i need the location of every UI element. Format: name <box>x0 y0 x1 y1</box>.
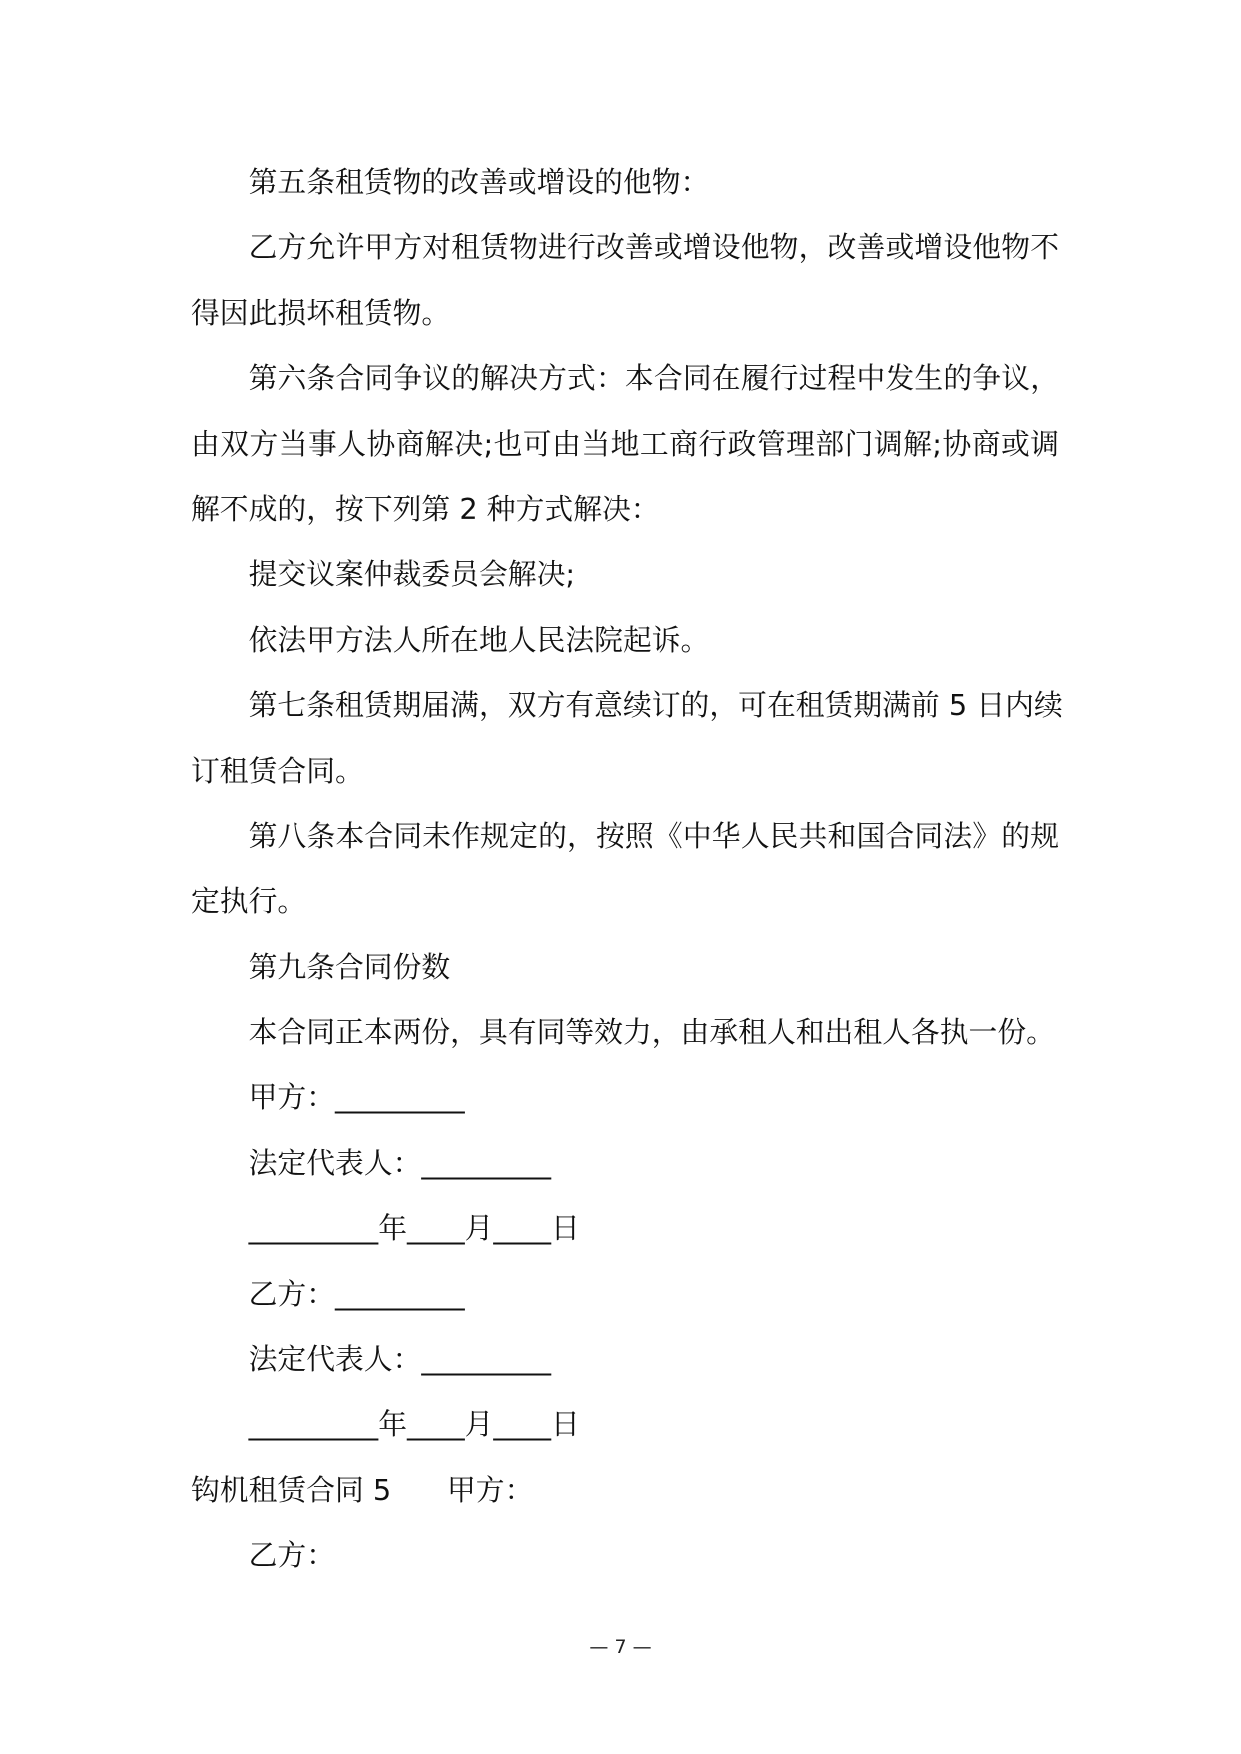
party-a-date-line <box>191 1196 1059 1261</box>
paragraph-line: 第五条租赁物的改善或增设的他物： <box>248 165 710 199</box>
paragraph-line: 得因此损坏租赁物。 <box>191 295 451 330</box>
party-a-blank: _________ <box>335 1080 465 1115</box>
party-b-date-line <box>191 1392 1059 1457</box>
party-a-representative-line <box>191 1131 1059 1196</box>
day-label: 日 <box>551 1407 580 1442</box>
day-blank: ____ <box>493 1407 551 1442</box>
party-b-representative-label: 法定代表人： <box>248 1342 422 1377</box>
dispute-option-court <box>191 608 1059 673</box>
article-5-body <box>191 215 1059 346</box>
next-contract-header <box>191 1458 1059 1589</box>
paragraph-line: 定执行。 <box>191 884 307 919</box>
article-5-title <box>191 150 1059 215</box>
next-contract-party-b-label: 乙方： <box>248 1538 335 1573</box>
year-label: 年 <box>378 1211 407 1246</box>
day-label: 日 <box>551 1211 580 1246</box>
year-blank: _________ <box>248 1211 379 1246</box>
month-blank: ____ <box>407 1407 465 1442</box>
article-9-title <box>191 935 1059 1000</box>
party-a-label: 甲方： <box>248 1080 335 1115</box>
paragraph-line: 依法甲方法人所在地人民法院起诉。 <box>248 622 710 657</box>
article-6-body <box>191 346 1059 542</box>
document-body <box>191 150 1063 1589</box>
party-a-representative-label: 法定代表人： <box>248 1145 422 1180</box>
paragraph-line: 本合同正本两份，具有同等效力，由承租人和出租人各执一份。 <box>248 1015 1055 1050</box>
paragraph-line: 乙方允许甲方对租赁物进行改善或增设他物，改善或增设他物不 <box>248 230 1059 265</box>
paragraph-line: 解不成的，按下列第 2 种方式解决： <box>191 491 660 526</box>
day-blank: ____ <box>493 1211 551 1246</box>
party-a-signature-line <box>191 1065 1059 1130</box>
party-b-blank: _________ <box>335 1276 465 1311</box>
article-9-body <box>191 1000 1059 1065</box>
party-b-label: 乙方： <box>248 1276 335 1311</box>
paragraph-line: 提交议案仲裁委员会解决; <box>248 557 576 592</box>
party-b-signature-line <box>191 1262 1059 1327</box>
signature-block <box>191 1065 1059 1457</box>
party-b-representative-line <box>191 1327 1059 1392</box>
year-blank: _________ <box>248 1407 379 1442</box>
year-label: 年 <box>378 1407 407 1442</box>
page-number: — 7 — <box>589 1636 652 1658</box>
month-label: 月 <box>464 1211 494 1246</box>
month-blank: ____ <box>407 1211 465 1246</box>
paragraph-line: 第九条合同份数 <box>248 949 451 984</box>
next-contract-party-b-line <box>191 1523 1059 1588</box>
next-contract-party-a-label: 甲方： <box>447 1472 534 1507</box>
paragraph-line: 第六条合同争议的解决方式：本合同在履行过程中发生的争议， <box>248 361 1059 396</box>
party-b-representative-blank: _________ <box>421 1342 551 1377</box>
paragraph-line: 订租赁合同。 <box>191 753 364 788</box>
party-a-representative-blank: _________ <box>421 1145 551 1180</box>
month-label: 月 <box>464 1407 494 1442</box>
paragraph-line: 由双方当事人协商解决;也可由当地工商行政管理部门调解;协商或调 <box>191 426 1059 461</box>
article-7-body <box>191 673 1063 804</box>
next-contract-title: 钩机租赁合同 5 <box>191 1472 392 1507</box>
paragraph-line: 第八条本合同未作规定的，按照《中华人民共和国合同法》的规 <box>248 818 1059 853</box>
dispute-option-arbitration <box>191 542 1059 607</box>
paragraph-line: 第七条租赁期届满，双方有意续订的，可在租赁期满前 5 日内续 <box>248 688 1063 723</box>
next-contract-title-line <box>191 1458 1059 1523</box>
article-8-body <box>191 804 1059 935</box>
